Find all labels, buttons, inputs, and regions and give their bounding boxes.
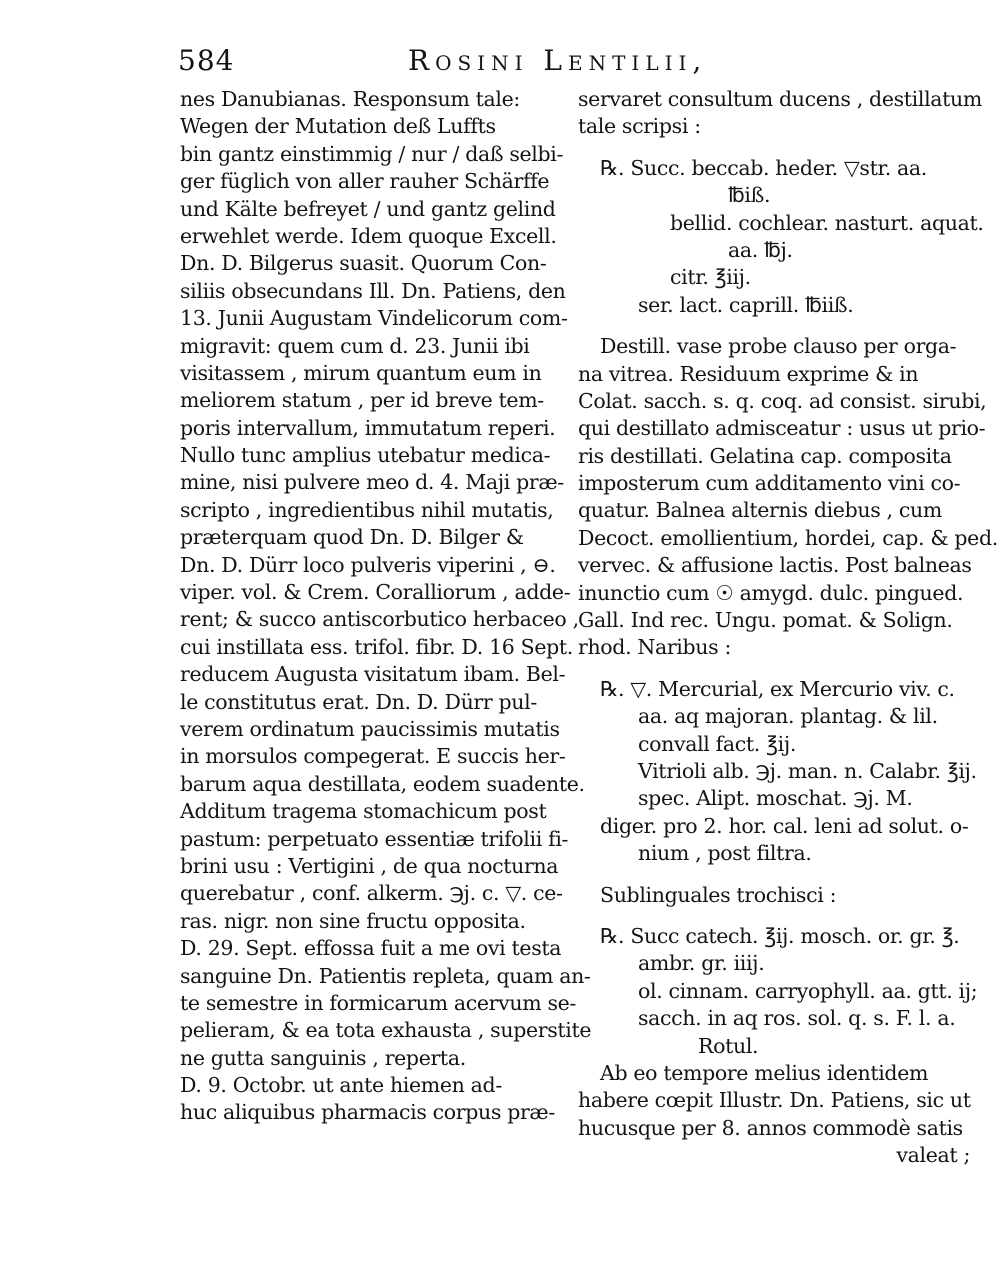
spacer	[578, 319, 970, 333]
text-line: pastum: perpetuato essentiæ trifolii fi-	[180, 826, 569, 851]
recipe-line: Rotul.	[698, 1033, 759, 1058]
text-line: und Kälte befreyet / und gantz gelind	[180, 196, 556, 221]
text-line: hucusque per 8. annos commodè satis	[578, 1115, 963, 1140]
right-column	[578, 86, 998, 1169]
recipe-line: ser. lact. caprill. ℔iiß.	[638, 292, 854, 317]
text-line: tale scripsi :	[578, 114, 701, 139]
recipe-line: ambr. gr. iiij.	[638, 951, 765, 976]
text-line: poris intervallum, immutatum reperi.	[180, 415, 556, 440]
spacer	[578, 909, 970, 923]
recipe-line: diger. pro 2. hor. cal. leni ad solut. o-	[600, 813, 969, 838]
text-line: scripto , ingredientibus nihil mutatis,	[180, 497, 554, 522]
text-line: mine, nisi pulvere meo d. 4. Maji præ-	[180, 470, 564, 495]
text-line: siliis obsecundans Ill. Dn. Patiens, den	[180, 278, 566, 303]
text-line: Dn. D. Dürr loco pulveris viperini , ⊖.	[180, 552, 556, 577]
text-line: D. 9. Octobr. ut ante hiemen ad-	[180, 1073, 502, 1098]
text-line: ris destillati. Gelatina cap. composita	[578, 443, 952, 468]
text-line: servaret consultum ducens , destillatum	[578, 87, 982, 111]
text-line: Decoct. emollientium, hordei, cap. & ped.	[578, 525, 998, 550]
text-line: Colat. sacch. s. q. coq. ad consist. sirubi,	[578, 388, 987, 413]
text-line: brini usu : Vertigini , de qua nocturna	[180, 853, 559, 878]
text-line: le constitutus erat. Dn. D. Dürr pul-	[180, 689, 537, 714]
text-line: vervec. & affusione lactis. Post balneas	[578, 553, 972, 578]
text-line: cui instillata ess. trifol. fibr. D. 16 Sept.	[180, 634, 573, 659]
recipe-line: ol. cinnam. carryophyll. aa. gtt. ij;	[638, 978, 978, 1003]
text-line: erwehlet werde. Idem quoque Excell.	[180, 223, 557, 248]
text-line: valeat ;	[896, 1143, 970, 1168]
text-line: qui destillato admisceatur : usus ut prio-	[578, 416, 986, 441]
section-heading: Sublinguales trochisci :	[600, 882, 837, 907]
spacer	[578, 141, 970, 155]
text-line: meliorem statum , per id breve tem-	[180, 388, 544, 413]
recipe-line: ℞. Succ. beccab. heder. ▽str. aa.	[600, 155, 927, 180]
text-line: sanguine Dn. Patientis repleta, quam an-	[180, 963, 591, 988]
text-line: Ab eo tempore melius identidem	[600, 1060, 929, 1085]
text-line: inunctio cum ☉ amygd. dulc. pingued.	[578, 580, 964, 605]
running-title: Rosini Lentilii,	[408, 44, 708, 77]
text-line: imposterum cum additamento vini co-	[578, 471, 961, 496]
recipe-line: ℞. ▽. Mercurial, ex Mercurio viv. c.	[600, 676, 955, 701]
text-line: rent; & succo antiscorbutico herbaceo ,	[180, 607, 579, 632]
recipe-line: citr. ℥iij.	[670, 265, 751, 290]
recipe-line: spec. Alipt. moschat. ℈j. M.	[638, 786, 913, 811]
text-line: nes Danubianas. Responsum tale:	[180, 87, 520, 111]
text-line: reducem Augusta visitatum ibam. Bel-	[180, 662, 566, 687]
left-column	[180, 86, 592, 1127]
page-number: 584	[178, 44, 235, 77]
text-line: Additum tragema stomachicum post	[180, 799, 547, 824]
text-line: ras. nigr. non sine fructu opposita.	[180, 908, 526, 933]
text-line: migravit: quem cum d. 23. Junii ibi	[180, 333, 530, 358]
text-line: Destill. vase probe clauso per orga-	[600, 334, 957, 359]
recipe-line: aa. aq majoran. plantag. & lil.	[638, 704, 938, 729]
text-line: habere cœpit Illustr. Dn. Patiens, sic ut	[578, 1088, 971, 1113]
text-line: Nullo tunc amplius utebatur medica-	[180, 443, 551, 468]
text-line: te semestre in formicarum acervum se-	[180, 990, 576, 1015]
recipe-line: ℔iß.	[728, 183, 771, 208]
recipe-line: aa. ℔j.	[728, 237, 793, 262]
text-line: na vitrea. Residuum exprime & in	[578, 361, 919, 386]
text-line: verem ordinatum paucissimis mutatis	[180, 716, 560, 741]
text-line: ger füglich von aller rauher Schärffe	[180, 169, 550, 194]
text-line: huc aliquibus pharmacis corpus præ-	[180, 1100, 555, 1125]
text-line: rhod. Naribus :	[578, 635, 732, 660]
text-line: Gall. Ind rec. Ungu. pomat. & Solign.	[578, 608, 953, 633]
text-line: pelieram, & ea tota exhausta , superstite	[180, 1018, 592, 1043]
text-line: viper. vol. & Crem. Coralliorum , adde-	[180, 580, 571, 605]
text-line: præterquam quod Dn. D. Bilger &	[180, 525, 524, 550]
text-line: visitassem , mirum quantum eum in	[180, 360, 542, 385]
text-line: Wegen der Mutation deß Luffts	[180, 114, 496, 139]
text-line: quatur. Balnea alternis diebus , cum	[578, 498, 942, 523]
text-line: bin gantz einstimmig / nur / daß selbi-	[180, 141, 564, 166]
text-line: Dn. D. Bilgerus suasit. Quorum Con-	[180, 251, 547, 276]
recipe-line: nium , post filtra.	[638, 841, 812, 866]
text-line: querebatur , conf. alkerm. ℈j. c. ▽. ce-	[180, 881, 563, 906]
spacer	[578, 662, 970, 676]
recipe-line: ℞. Succ catech. ℥ij. mosch. or. gr. ℥.	[600, 923, 960, 948]
recipe-line: bellid. cochlear. nasturt. aquat.	[670, 210, 984, 235]
page-header	[178, 44, 960, 88]
text-line: D. 29. Sept. effossa fuit a me ovi testa	[180, 936, 562, 961]
text-line: in morsulos compegerat. E succis her-	[180, 744, 566, 769]
recipe-line: convall fact. ℥ij.	[638, 731, 796, 756]
text-line: 13. Junii Augustam Vindelicorum com-	[180, 306, 568, 331]
text-line: barum aqua destillata, eodem suadente.	[180, 771, 585, 796]
spacer	[578, 868, 970, 882]
recipe-line: Vitrioli alb. ℈j. man. n. Calabr. ℥ij.	[638, 758, 977, 783]
text-line: ne gutta sanguinis , reperta.	[180, 1045, 466, 1070]
recipe-line: sacch. in aq ros. sol. q. s. F. l. a.	[638, 1006, 956, 1031]
